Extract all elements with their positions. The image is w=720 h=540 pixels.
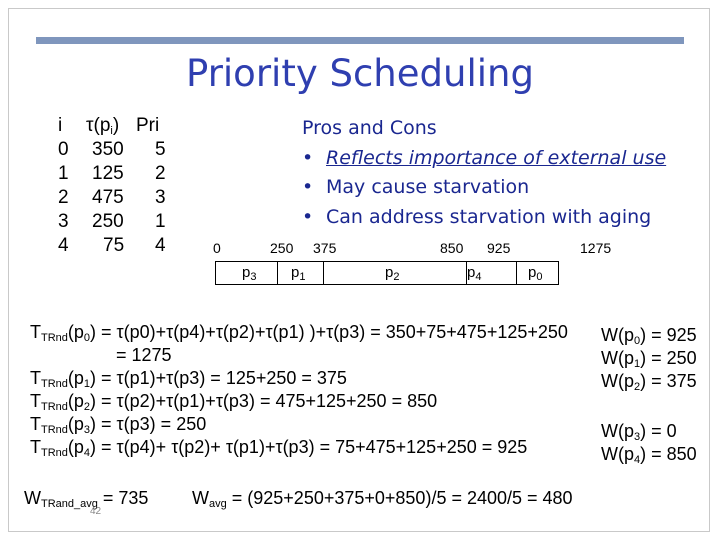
col-header-tau: $\tau(p_i)$ <box>86 115 120 137</box>
bullet-icon: • <box>302 146 314 169</box>
col-header-i: i <box>58 115 63 136</box>
page-number: 42 <box>90 506 102 517</box>
gantt-tick: 375 <box>313 240 337 256</box>
gantt-segment-label: $p_2$ <box>385 264 400 283</box>
table-row-i: 4 <box>58 235 69 256</box>
table-row-pri: 3 <box>155 187 166 208</box>
table-row-i: 3 <box>58 211 69 232</box>
table-row-pri: 5 <box>155 139 166 160</box>
table-row-i: 1 <box>58 163 69 184</box>
bullet-icon: • <box>302 205 314 228</box>
table-row-tau: 350 <box>92 139 124 160</box>
gantt-segment-label: $p_0$ <box>528 264 543 283</box>
gantt-tick: 850 <box>440 240 464 256</box>
gantt-segment-label: $p_3$ <box>242 264 257 283</box>
gantt-tick: 250 <box>270 240 294 256</box>
wait-time: $W(p_2) = 375$ <box>601 371 697 393</box>
turnaround-equation: $T_{TRnd}(p_3) = \tau(p3) = 250$ <box>30 414 207 436</box>
gantt-tick: 1275 <box>580 240 612 256</box>
wait-time: $W(p_4) = 850$ <box>601 444 697 466</box>
list-item: • Reflects importance of external use <box>302 144 666 174</box>
title-accent-bar <box>36 37 684 44</box>
pros-cons-list <box>302 114 666 232</box>
turnaround-equation-continuation: = 1275 <box>116 345 172 365</box>
turnaround-equation: $T_{TRnd}(p_0) = \tau(p0)+\tau(p4)+\tau(p2)+\tau(p1) )+\tau(p3) = 350+75+475+125+250$ <box>30 322 568 344</box>
gantt-segment-label: $p_4$ <box>467 264 482 283</box>
table-row-pri: 2 <box>155 163 166 184</box>
pros-cons-heading: Pros and Cons <box>302 117 437 139</box>
avg-wait: $W_{avg} = (925+250+375+0+850)/5 = 2400/5 = 480$ <box>192 488 573 510</box>
table-row-i: 2 <box>58 187 69 208</box>
wait-time: $W(p_3) = 0$ <box>601 421 677 443</box>
gantt-tick: 0 <box>213 240 221 256</box>
turnaround-equation: $T_{TRnd}(p_4) = \tau(p4)+ \tau(p2)+ \tau(p1)+\tau(p3) = 75+475+125+250 = 925$ <box>30 437 528 459</box>
slide-title: Priority Scheduling <box>186 52 534 95</box>
table-row-pri: 1 <box>155 211 166 232</box>
table-row-tau: 250 <box>92 211 124 232</box>
list-item: • Can address starvation with aging <box>302 203 666 233</box>
turnaround-equation: $T_{TRnd}(p_1) = \tau(p1)+\tau(p3) = 125+250 = 375$ <box>30 368 347 390</box>
table-row-tau: 125 <box>92 163 124 184</box>
turnaround-equation: $T_{TRnd}(p_2) = \tau(p2)+\tau(p1)+\tau(p3) = 475+125+250 = 850$ <box>30 391 438 413</box>
wait-time: $W(p_1) = 250$ <box>601 348 697 370</box>
wait-time: $W(p_0) = 925$ <box>601 325 697 347</box>
table-row-tau: 75 <box>103 235 125 256</box>
table-row-pri: 4 <box>155 235 166 256</box>
col-header-pri: Pri <box>136 115 160 136</box>
bullet-icon: • <box>302 176 314 198</box>
gantt-tick: 925 <box>487 240 511 256</box>
avg-turnaround: $W_{TRand\_avg} = 735$ <box>24 488 149 510</box>
table-row-i: 0 <box>58 139 69 160</box>
table-row-tau: 475 <box>92 187 124 208</box>
gantt-segment-label: $p_1$ <box>291 264 306 283</box>
list-item: • May cause starvation <box>302 173 666 203</box>
